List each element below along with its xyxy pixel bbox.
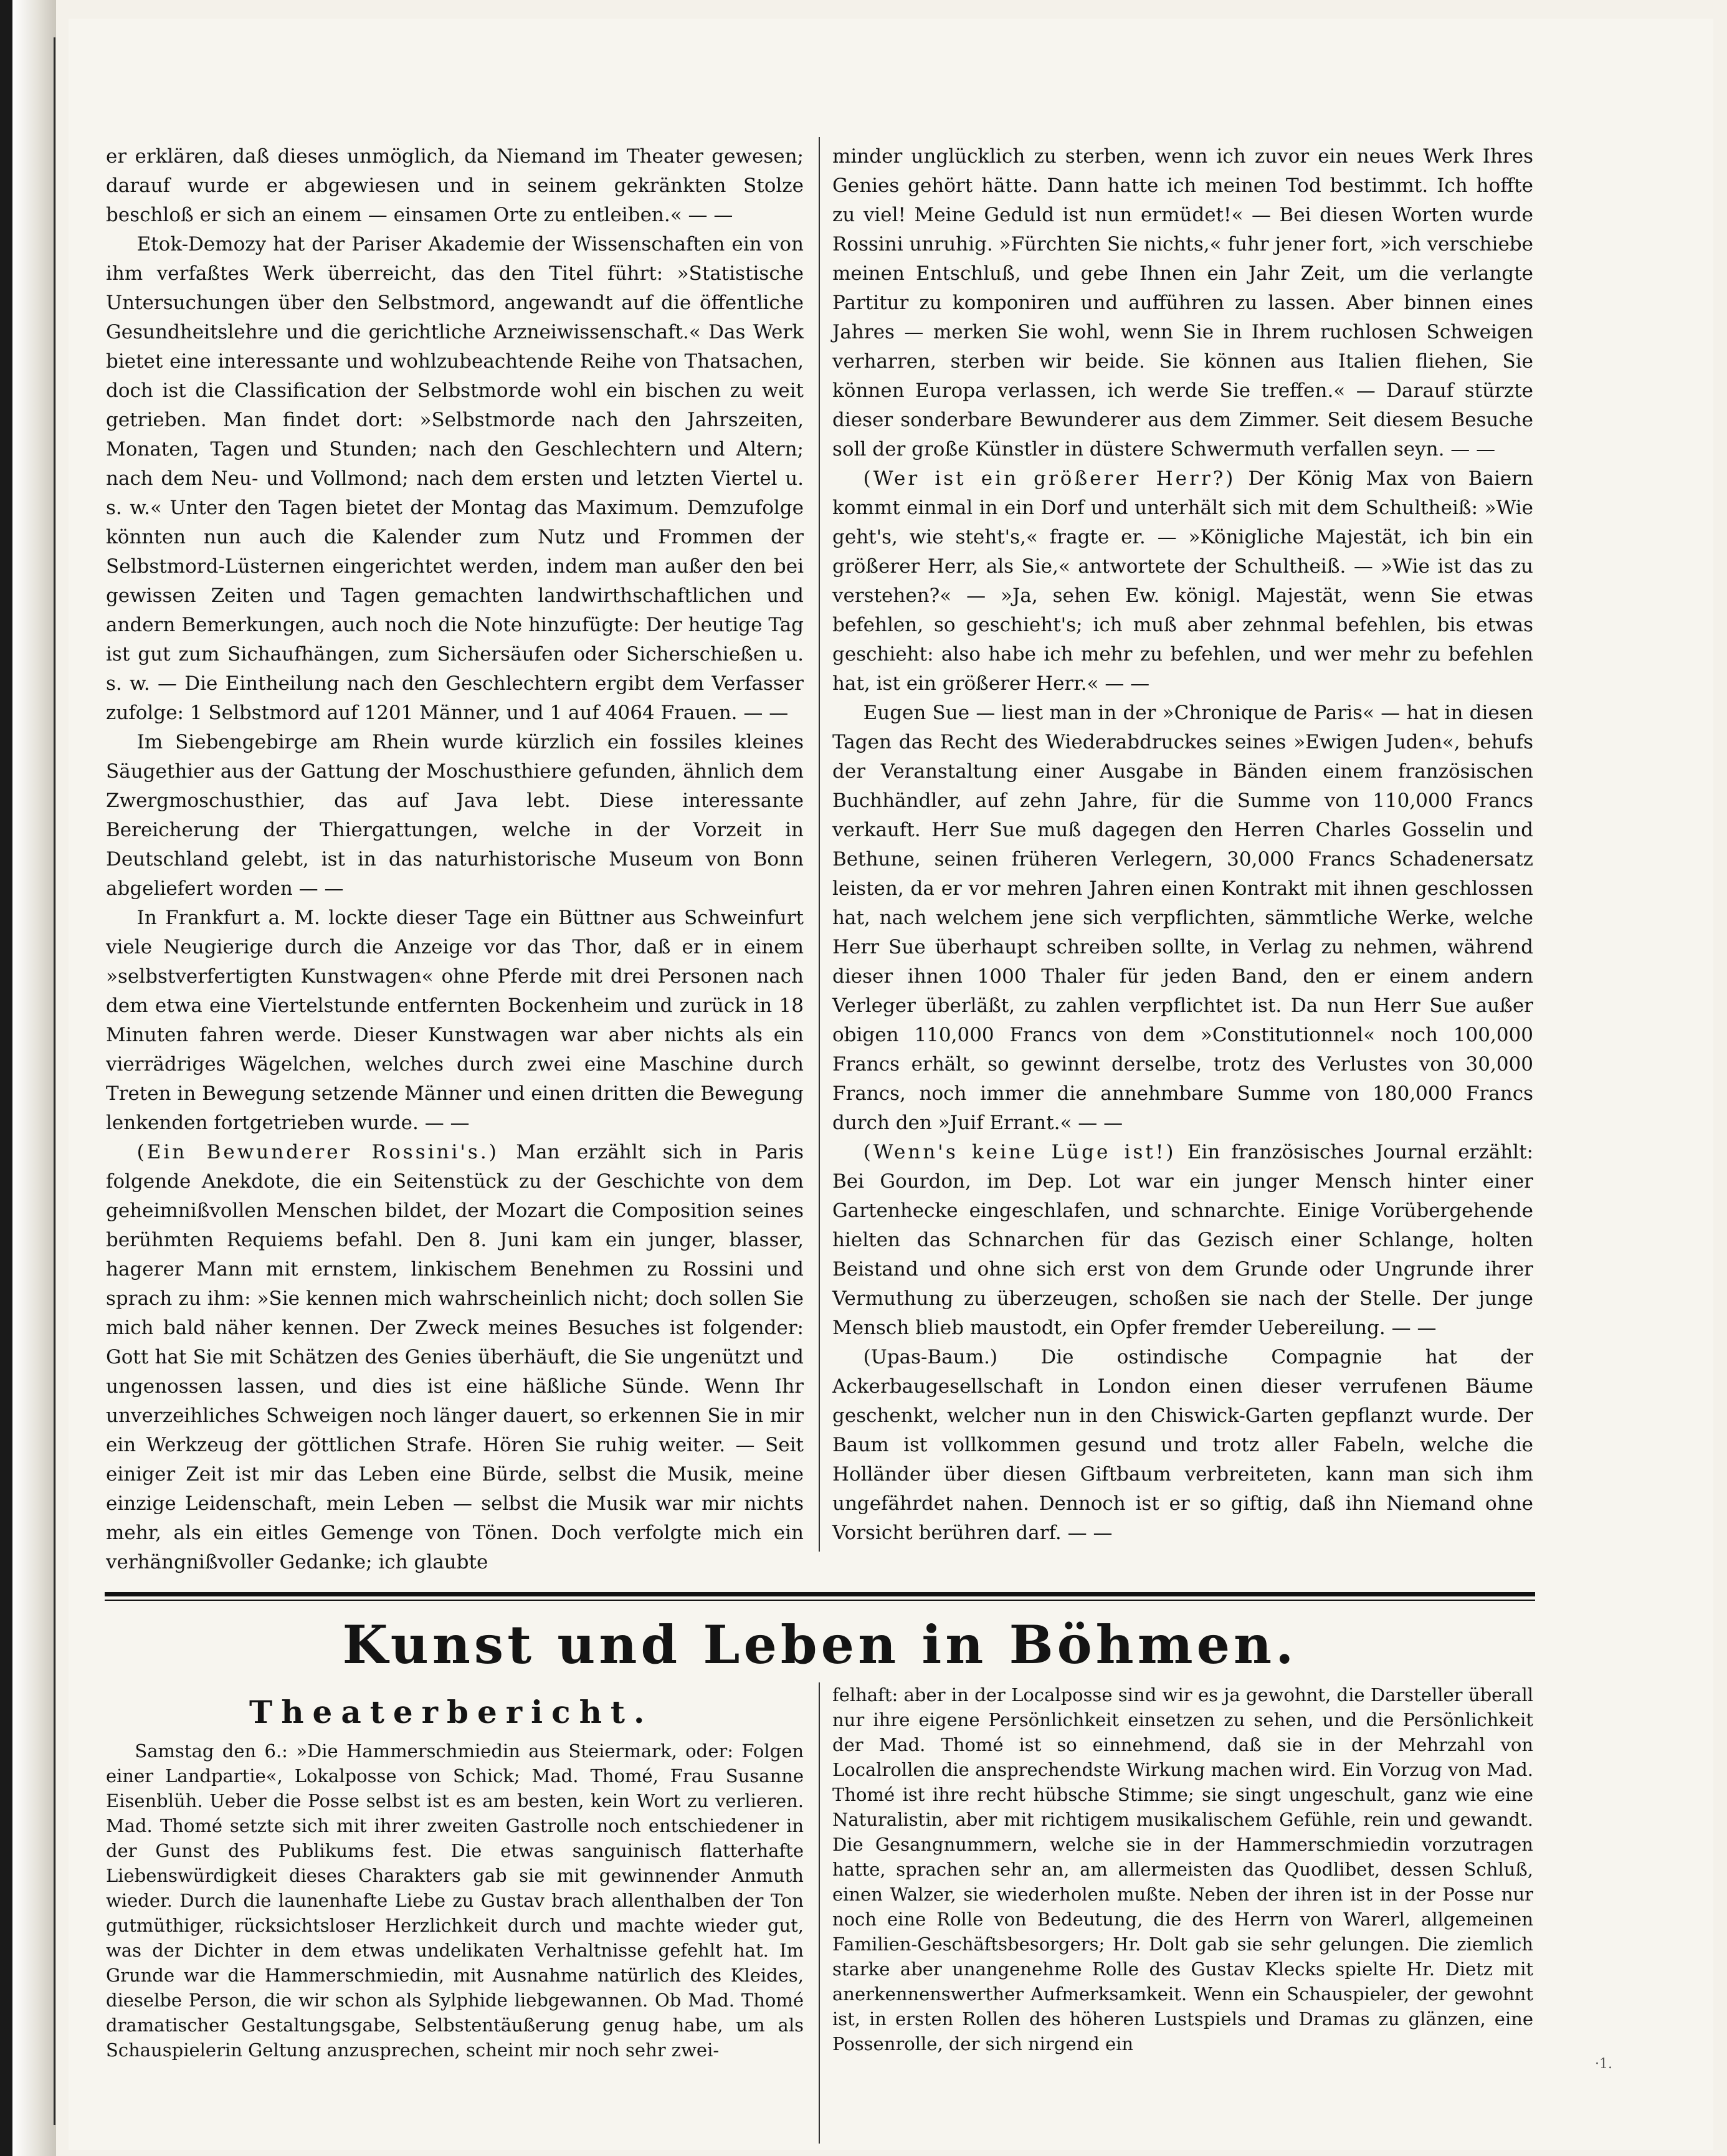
section-rule-thin <box>105 1600 1535 1601</box>
paragraph: er erklären, daß dieses unmöglich, da Niemand im Theater gewesen; darauf wurde er abgewiesen und in seinem gekränkten Stolze beschloß er sich an einem — einsamen Orte zu entleiben.« — — <box>106 145 804 226</box>
item-heading: (Ein Bewunderer Rossini's.) <box>136 1141 499 1163</box>
left-column <box>106 142 804 1577</box>
paragraph <box>106 1138 804 1577</box>
item-heading: (Upas-Baum.) <box>863 1346 998 1368</box>
paragraph: In Frankfurt a. M. lockte dieser Tage ein Büttner aus Schweinfurt viele Neugierige durch die Anzeige vor das Thor, daß er in einem »selbstverfertigten Kunstwagen« ohne Pferde mit drei Personen nach dem etwa eine Viertelstunde entfernten Bockenheim und zurück in 18 Minuten fahren werde. Dieser Kunstwagen war aber nichts als ein vierrädriges Wägelchen, welches durch zwei eine Maschine durch Treten in Bewegung setzende Männer und einen dritten die Bewegung lenkenden fortgetrieben wurde. — — <box>106 907 804 1134</box>
item-text: Man erzählt sich in Paris folgende Anekdote, die ein Seitenstück zu der Geschichte von dem geheimnißvollen Menschen bildet, der Mozart die Composition seines berühmten Requiems befahl. Den 8. Juni kam ein junger, blasser, hagerer Mann mit ernstem, linkischem Benehmen zu Rossini und sprach zu ihm: »Sie kennen mich wahrscheinlich nicht; doch sollen Sie mich bald näher kennen. Der Zweck meines Besuches ist folgender: Gott hat Sie mit Schätzen des Genies überhäuft, die Sie ungenützt und ungenossen lassen, und dies ist eine häßliche Sünde. Wenn Ihr unverzeihliches Schweigen noch länger dauert, so erkennen Sie in mir ein Werkzeug der göttlichen Strafe. Hören Sie ruhig weiter. — Seit einiger Zeit ist mir das Leben eine Bürde, selbst die Musik, meine einzige Leidenschaft, mein Leben — selbst die Musik war mir nichts mehr, als ein eitles Gemenge von Tönen. Doch verfolgte mich ein verhängnißvoller Gedanke; ich glaubte <box>106 1141 804 1573</box>
item-heading: (Wenn's keine Lüge ist!) <box>863 1141 1176 1163</box>
paragraph: Im Siebengebirge am Rhein wurde kürzlich ein fossiles kleines Säugethier aus der Gattung der Moschusthiere gefunden, ähnlich dem Zwergmoschusthier, das auf Java lebt. Diese interessante Bereicherung der Thiergattungen, welche in der Vorzeit in Deutschland gelebt, ist in das naturhistorische Museum von Bonn abgeliefert worden — — <box>106 731 804 900</box>
paragraph: Eugen Sue — liest man in der »Chronique de Paris« — hat in diesen Tagen das Recht des Wiederabdruckes seines »Ewigen Juden«, behufs der Veranstaltung einer Ausgabe in Bänden einem französischen Buchhändler, auf zehn Jahre, für die Summe von 110,000 Francs verkauft. Herr Sue muß dagegen den Herren Charles Gosselin und Bethune, seinen früheren Verlegern, 30,000 Francs Schadenersatz leisten, da er vor mehren Jahren einen Kontrakt mit ihnen geschlossen hat, nach welchem jene sich verpflichten, sämmtliche Werke, welche Herr Sue überhaupt schreiben sollte, in Verlag zu nehmen, während dieser ihnen 1000 Thaler für jeden Band, den er einem andern Verleger überläßt, zu zahlen verpflichtet ist. Da nun Herr Sue außer obigen 110,000 Francs von dem »Constitutionnel« noch 100,000 Francs erhält, so gewinnt derselbe, trotz des Verlustes von 30,000 Francs, noch immer die annehmbare Summe von 180,000 Francs durch den »Juif Errant.« — — <box>832 702 1533 1134</box>
margin-mark: ·1. <box>1595 2056 1612 2072</box>
paragraph <box>832 1343 1533 1548</box>
binding-edge <box>0 0 12 2156</box>
paragraph <box>832 1138 1533 1343</box>
column-divider <box>819 137 820 1552</box>
paragraph <box>832 464 1533 699</box>
theater-left-column <box>106 1739 804 2063</box>
item-heading: (Wer ist ein größerer Herr?) <box>863 467 1236 490</box>
item-text: Der König Max von Baiern kommt einmal in ein Dorf und unterhält sich mit dem Schultheiß: »Wie geht's, wie steht's,« fragte er. — »Königliche Majestät, ich bin ein größerer Herr, als Sie,« antwortete der Schultheiß. — »Wie ist das zu verstehen?« — »Ja, sehen Ew. königl. Majestät, wenn Sie etwas befehlen, so geschieht's; ich muß aber zehnmal befehlen, bis etwas geschieht: also habe ich mehr zu befehlen, und wer mehr zu befehlen hat, ist ein größerer Herr.« — — <box>832 467 1533 695</box>
paragraph: Etok-Demozy hat der Pariser Akademie der Wissenschaften ein von ihm verfaßtes Werk überreicht, das den Titel führt: »Statistische Untersuchungen über den Selbstmord, angewandt auf die öffentliche Gesundheitslehre und die gerichtliche Arzneiwissenschaft.« Das Werk bietet eine interessante und wohlzubeachtende Reihe von Thatsachen, doch ist die Classification der Selbstmorde wohl ein bischen zu weit getrieben. Man findet dort: »Selbstmorde nach den Jahrszeiten, Monaten, Tagen und Stunden; nach den Geschlechtern und Altern; nach dem Neu- und Vollmond; nach dem ersten und letzten Viertel u. s. w.« Unter den Tagen bietet der Montag das Maximum. Demzufolge könnten nun auch die Kalender zum Nutz und Frommen der Selbstmord-Lüsternen eingerichtet werden, indem man außer den bei gewissen Zeiten und Tagen gemachten landwirthschaftlichen und andern Bemerkungen, auch noch die Note hinzufügte: Der heutige Tag ist gut zum Sichaufhängen, zum Sichersäufen oder Sicherschießen u. s. w. — Die Eintheilung nach den Geschlechtern ergibt dem Verfasser zufolge: 1 Selbstmord auf 1201 Männer, und 1 auf 4064 Frauen. — — <box>106 233 804 724</box>
report-title: Theaterbericht. <box>249 1694 654 1730</box>
paragraph: minder unglücklich zu sterben, wenn ich zuvor ein neues Werk Ihres Genies gehört hätte. Dann hatte ich meinen Tod bestimmt. Ich hoffte zu viel! Meine Geduld ist nun ermüdet!« — Bei diesen Worten wurde Rossini unruhig. »Fürchten Sie nichts,« fuhr jener fort, »ich verschiebe meinen Entschluß, und gebe Ihnen ein Jahr Zeit, um die verlangte Partitur zu komponiren und aufführen zu lassen. Aber binnen eines Jahres — merken Sie wohl, wenn Sie in Ihrem ruchlosen Schweigen verharren, sterben wir beide. Sie können aus Italien fliehen, Sie können Europa verlassen, ich werde Sie treffen.« — Darauf stürzte dieser sonderbare Bewunderer aus dem Zimmer. Seit diesem Besuche soll der große Künstler in düstere Schwermuth verfallen seyn. — — <box>832 145 1533 460</box>
column-divider <box>819 1682 820 2144</box>
theater-right-column <box>832 1682 1533 2056</box>
spine-edge-line <box>54 37 55 2125</box>
right-column <box>832 142 1533 1548</box>
paragraph: Samstag den 6.: »Die Hammerschmiedin aus Steiermark, oder: Folgen einer Landpartie«, Lokalposse von Schick; Mad. Thomé, Frau Susanne Eisenblüh. Ueber die Posse selbst ist es am besten, kein Wort zu verlieren. Mad. Thomé setzte sich mit ihrer zweiten Gastrolle noch entschiedener in der Gunst des Publikums fest. Die etwas sanguinisch flatterhafte Liebenswürdigkeit dieses Charakters gab sie mit gewinnender Anmuth wieder. Durch die launenhafte Liebe zu Gustav brach allenthalben der Ton gutmüthiger, rücksichtsloser Herzlichkeit durch und machte wieder gut, was der Dichter in dem etwas undelikaten Verhaltnisse gefehlt hat. Im Grunde war die Hammerschmiedin, mit Ausnahme natürlich des Kleides, dieselbe Person, die wir schon als Sylphide liebgewannen. Ob Mad. Thomé dramatischer Gestaltungsgabe, Selbstentäußerung genug habe, um als Schauspielerin Geltung anzusprechen, scheint mir noch sehr zwei- <box>106 1740 804 2061</box>
item-text: Die ostindische Compagnie hat der Ackerbaugesellschaft in London einen dieser verrufenen Bäume geschenkt, welcher nun in den Chiswick-Garten gepflanzt wurde. Der Baum ist vollkommen gesund und trotz aller Fabeln, welche die Holländer über diesen Giftbaum verbreiteten, kann man sich ihm ungefährdet nahen. Dennoch ist er so giftig, daß ihn Niemand ohne Vorsicht berühren darf. — — <box>832 1346 1533 1544</box>
section-rule-thick <box>105 1592 1535 1596</box>
section-title: Kunst und Leben in Böhmen. <box>342 1614 1298 1676</box>
item-text: Ein französisches Journal erzählt: Bei Gourdon, im Dep. Lot war ein junger Mensch hinter einer Gartenhecke eingeschlafen, und schnarchte. Einige Vorübergehende hielten das Schnarchen für das Gezisch einer Schlange, holten Beistand und ohne sich erst von dem Grunde oder Ungrunde ihrer Vermuthung zu überzeugen, schoßen sie nach der Stelle. Der junge Mensch blieb maustodt, ein Opfer fremder Uebereilung. — — <box>832 1141 1533 1339</box>
paragraph: felhaft: aber in der Localposse sind wir es ja gewohnt, die Darsteller überall nur ihre eigene Persönlichkeit einsetzen zu sehen, und die Persönlichkeit der Mad. Thomé ist so einnehmend, daß sie in der Mehrzahl von Localrollen die ansprechendste Wirkung machen wird. Ein Vorzug von Mad. Thomé ist ihre recht hübsche Stimme; sie singt ungeschult, ganz wie eine Naturalistin, aber mit richtigem musikalischem Gefühle, rein und gewandt. Die Gesangnummern, welche sie in der Hammerschmiedin vorzutragen hatte, sprachen sehr an, am allermeisten das Quodlibet, dessen Schluß, einen Walzer, sie wiederholen mußte. Neben der ihren ist in der Posse nur noch eine Rolle von Bedeutung, die des Herrn von Warerl, allgemeinen Familien-Geschäftsbesorgers; Hr. Dolt gab sie sehr gelungen. Die ziemlich starke aber unangenehme Rolle des Gustav Klecks spielte Hr. Dietz mit anerkennenswerther Aufmerksamkeit. Wenn ein Schauspieler, der gewohnt ist, in ersten Rollen des höheren Lustspiels und Dramas zu glänzen, eine Possenrolle, der sich nirgend ein <box>832 1684 1533 2054</box>
